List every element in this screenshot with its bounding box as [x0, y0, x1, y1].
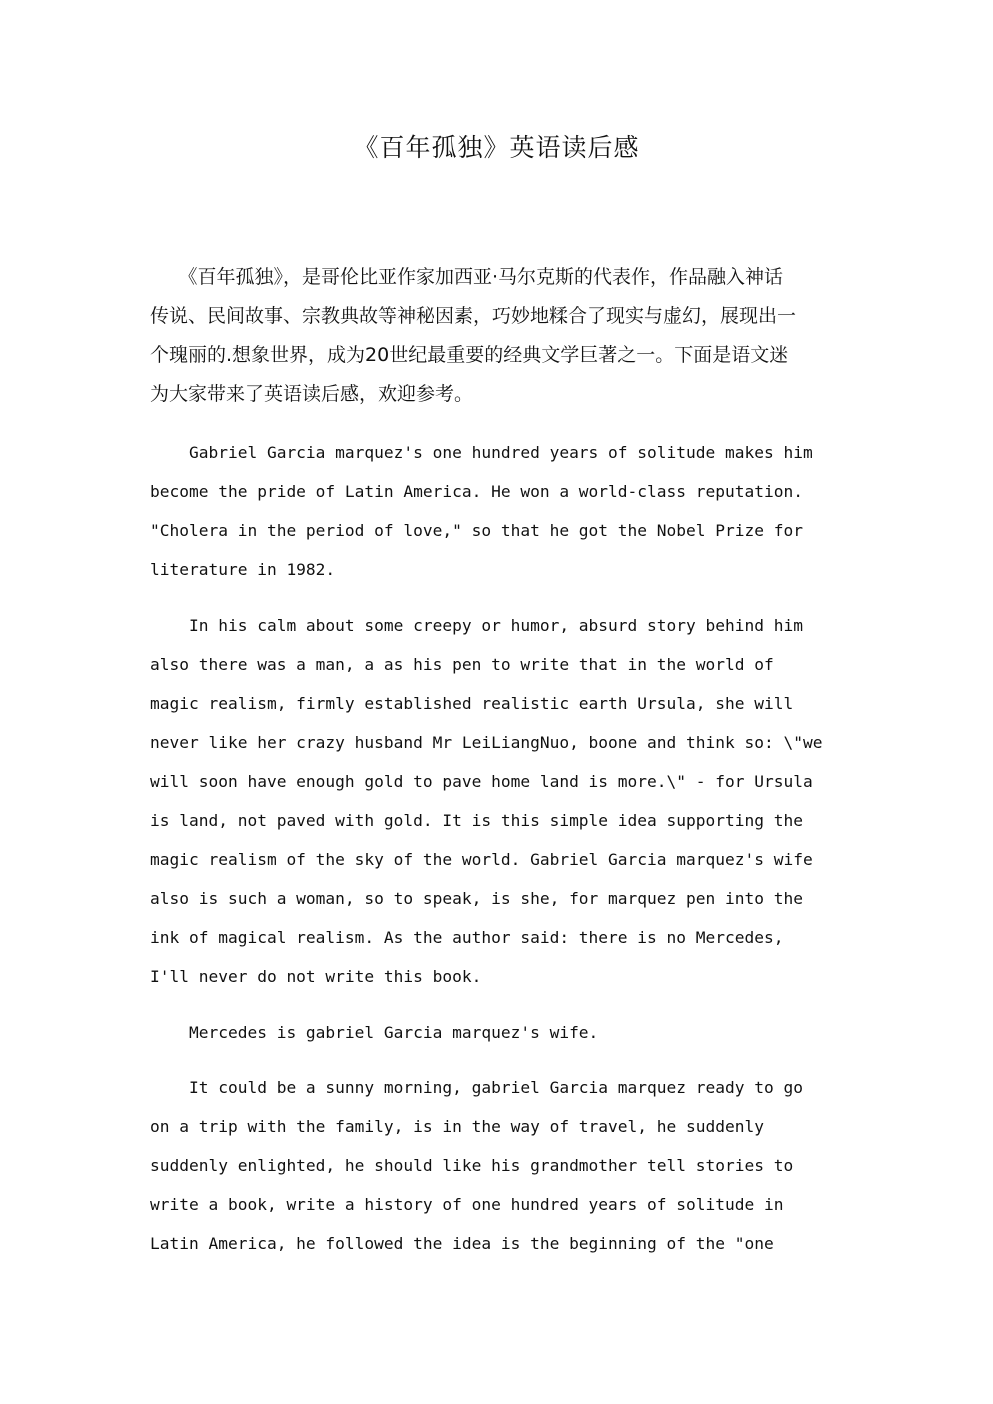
paragraph-line: Latin America, he followed the idea is the beginning of the "one — [150, 1234, 774, 1253]
intro-line: 个瑰丽的.想象世界，成为20世纪最重要的经典文学巨著之一。下面是语文迷 — [150, 344, 789, 366]
paragraph-line: It could be a sunny morning, gabriel Garcia marquez ready to go — [150, 1078, 803, 1097]
paragraph-3 — [150, 1013, 850, 1052]
paragraph-line: write a book, write a history of one hundred years of solitude in — [150, 1195, 784, 1214]
paragraph-line: magic realism of the sky of the world. Gabriel Garcia marquez's wife — [150, 850, 813, 869]
intro-line: 《百年孤独》，是哥伦比亚作家加西亚·马尔克斯的代表作，作品融入神话 — [150, 266, 784, 288]
paragraph-4 — [150, 1068, 850, 1263]
paragraph-line: magic realism, firmly established realistic earth Ursula, she will — [150, 694, 794, 713]
paragraph-line: become the pride of Latin America. He won a world-class reputation. — [150, 482, 803, 501]
intro-line: 传说、民间故事、宗教典故等神秘因素，巧妙地糅合了现实与虚幻，展现出一 — [150, 305, 797, 327]
paragraph-line: also there was a man, a as his pen to write that in the world of — [150, 655, 774, 674]
paragraph-line: Mercedes is gabriel Garcia marquez's wife. — [150, 1023, 599, 1042]
document-title: 《百年孤独》英语读后感 — [353, 133, 640, 162]
paragraph-line: will soon have enough gold to pave home land is more.\" - for Ursula — [150, 772, 813, 791]
paragraph-line: "Cholera in the period of love," so that he got the Nobel Prize for — [150, 521, 803, 540]
paragraph-line: I'll never do not write this book. — [150, 967, 482, 986]
paragraph-line: Gabriel Garcia marquez's one hundred years of solitude makes him — [150, 443, 813, 462]
paragraph-line: also is such a woman, so to speak, is she, for marquez pen into the — [150, 889, 803, 908]
paragraph-line: In his calm about some creepy or humor, absurd story behind him — [150, 616, 803, 635]
paragraph-1 — [150, 433, 850, 589]
paragraph-line: on a trip with the family, is in the way of travel, he suddenly — [150, 1117, 764, 1136]
paragraph-line: suddenly enlighted, he should like his grandmother tell stories to — [150, 1156, 794, 1175]
intro-paragraph — [150, 258, 850, 414]
paragraph-line: never like her crazy husband Mr LeiLiangNuo, boone and think so: \"we — [150, 733, 823, 752]
paragraph-line: literature in 1982. — [150, 560, 336, 579]
paragraph-line: ink of magical realism. As the author said: there is no Mercedes, — [150, 928, 784, 947]
intro-line: 为大家带来了英语读后感，欢迎参考。 — [150, 383, 474, 405]
paragraph-line: is land, not paved with gold. It is this simple idea supporting the — [150, 811, 803, 830]
paragraph-2 — [150, 606, 850, 996]
